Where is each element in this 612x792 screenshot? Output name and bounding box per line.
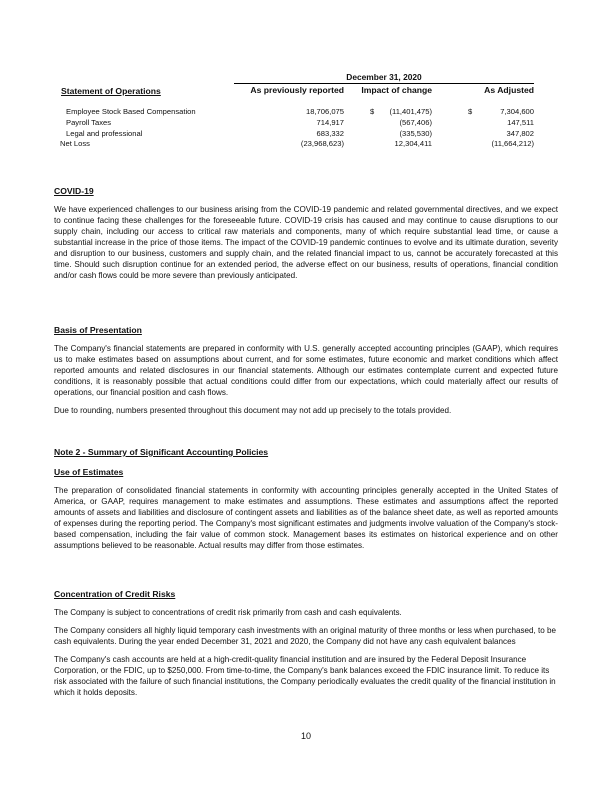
cell-previously-reported: 683,332 — [316, 128, 344, 138]
row-label: Employee Stock Based Compensation — [66, 107, 196, 116]
currency-symbol: $ — [468, 107, 473, 116]
cell-previously-reported: 714,917 — [316, 117, 344, 127]
row-label: Payroll Taxes — [66, 117, 112, 127]
cell-impact-of-change: (567,406) — [399, 117, 432, 127]
row-label: Net Loss — [60, 139, 90, 149]
paragraph: Due to rounding, numbers presented throughout this document may not add up precisely to the totals provided. — [54, 406, 452, 415]
cell-previously-reported: (23,968,623) — [300, 139, 344, 149]
section-concentration-of-credit-risks — [54, 589, 558, 698]
cell-as-adjusted: (11,664,212) — [491, 139, 534, 149]
column-header-as-adjusted: As Adjusted — [484, 85, 534, 95]
subsection-heading: Use of Estimates — [54, 467, 124, 477]
subsection-heading: Concentration of Credit Risks — [54, 589, 176, 599]
cell-impact-of-change: (11,401,475) — [389, 107, 432, 116]
paragraph: We have experienced challenges to our business arising from the COVID-19 pandemic and related governmental directives, and we expect to continue facing these challenges for the foreseeable future. COVID-19 crisis has caused and may continue to cause disruptions to our supply chain, including our access to critical raw materials and components, many of which require substantial lead time, or cause a substantial increase in the price of those items. The impact of the COVID-19 pandemic continues to evolve and its ultimate duration, severity and disruption to our business, customers and supply chain, and the related financial impact to us, cannot be accurately forecasted at this time. Should such disruption continue for an extended period, the adverse effect on our business, results of operations, financial condition and/or cash flows could be more severe than previously anticipated. — [54, 205, 558, 280]
cell-as-adjusted: 7,304,600 — [500, 107, 534, 116]
cell-impact-of-change: 12,304,411 — [394, 139, 432, 149]
table-title: Statement of Operations — [61, 86, 161, 96]
currency-symbol: $ — [370, 107, 375, 116]
section-heading: COVID-19 — [54, 186, 94, 196]
column-header-impact-of-change: Impact of change — [361, 85, 432, 95]
table-header-row — [58, 84, 534, 96]
table-row — [58, 118, 534, 129]
cell-as-adjusted: 147,511 — [507, 117, 534, 127]
table-row-total — [58, 139, 534, 150]
cell-as-adjusted: 347,802 — [506, 128, 534, 138]
cell-impact-of-change: (335,530) — [399, 128, 432, 138]
section-heading: Basis of Presentation — [54, 325, 142, 335]
paragraph: The preparation of consolidated financial statements in conformity with accounting principles generally accepted in the United States of America, or GAAP, requires management to make estimates and assumptions. These estimates and assumptions affect the reported amounts of assets and liabilities and disclosure of contingent assets and liabilities as of the balance sheet date, as well as reported amounts of expenses during the reporting period. The Company's most significant estimates and judgments involve valuation of the Company's stock-based compensation, including the fair value of common stock. Management bases its estimates on historical experience and on other assumptions believed to be reasonable. Actual results may differ from those estimates. — [54, 486, 558, 550]
row-label: Legal and professional — [66, 128, 143, 138]
table-body — [58, 107, 534, 150]
table-period-header: December 31, 2020 — [346, 72, 422, 82]
table-row — [58, 107, 534, 118]
note-heading: Note 2 - Summary of Significant Accounting Policies — [54, 447, 269, 457]
section-basis-of-presentation — [54, 325, 558, 416]
table-row — [58, 129, 534, 140]
paragraph: The Company's financial statements are prepared in conformity with U.S. generally accepted accounting principles (GAAP), which requires us to make estimates based on assumptions about current, and for some estimates, future economic and market conditions which affect reported amounts and related disclosures in our financial statements. Although our estimates contemplate current and expected future conditions, it is reasonably possible that actual conditions could differ from our expectations, which could materially affect our results of operations, our financial position and cash flows. — [54, 344, 558, 397]
cell-previously-reported: 18,706,075 — [305, 107, 344, 116]
paragraph: The Company's cash accounts are held at a high-credit-quality financial institution and are insured by the Federal Deposit Insurance Corporation, or the FDIC, up to $250,000. From time-to-time, the Company's bank balances exceed the FDIC insurance limit. To reduce its risk associated with the failure of such financial institutions, the Company periodically evaluates the credit quality of the financial institution in which it holds deposits. — [54, 655, 556, 697]
paragraph: The Company is subject to concentrations of credit risk primarily from cash and cash equivalents. — [54, 608, 402, 617]
section-covid-19 — [54, 186, 558, 281]
section-note-2 — [54, 447, 558, 551]
column-header-previously-reported: As previously reported — [250, 85, 344, 95]
paragraph: The Company considers all highly liquid temporary cash investments with an original maturity of three months or less when purchased, to be cash equivalents. During the year ended December 31, 2021 and 2020, the Company did not have any cash equivalent balances — [54, 626, 557, 646]
page-number: 10 — [300, 731, 311, 741]
